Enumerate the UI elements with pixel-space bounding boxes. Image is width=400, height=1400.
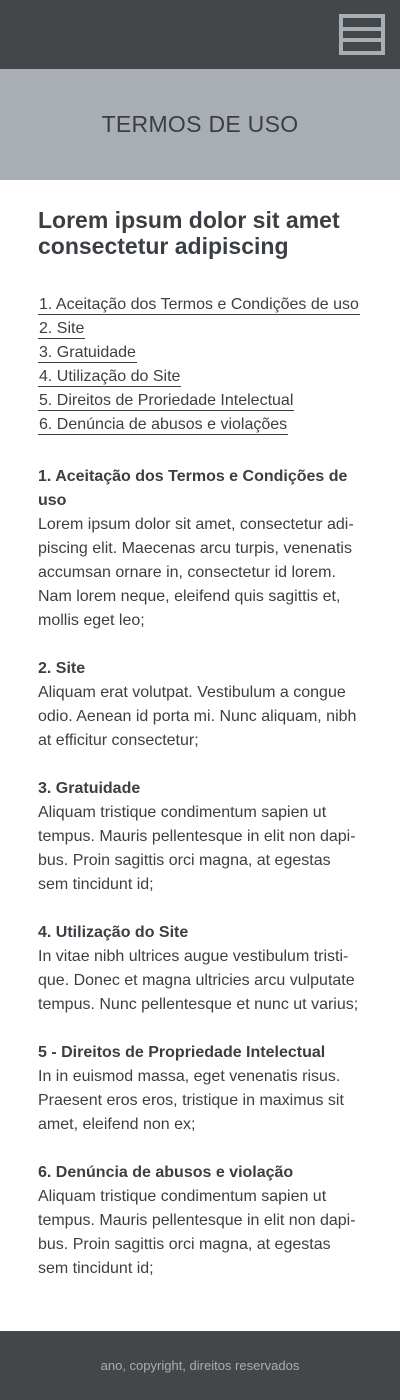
terms-sections — [38, 465, 368, 1281]
section-title: 3. Gratuidade — [38, 780, 141, 797]
toc-item — [38, 293, 368, 317]
toc-link-gratuidade[interactable]: 3. Gratuidade — [39, 344, 136, 361]
terms-section — [38, 657, 368, 753]
toc-link-denuncia[interactable]: 6. Denúncia de abusos e violações — [39, 416, 288, 433]
section-body: Aliquam tristique condimentum sapien ut tempus. Mauris pellentesque in elit non dapi- bus. Proin sagittis orci magna, at egestas sem tincidunt id; — [38, 804, 356, 893]
content-heading: Lorem ipsum dolor sit amet consectetur adipiscing — [38, 207, 340, 259]
toc-item — [38, 341, 368, 365]
section-body: In in euismod massa, eget venenatis risus. Praesent eros eros, tristique in maximus sit amet, eleifend non ex; — [38, 1068, 344, 1133]
hamburger-menu-icon[interactable] — [339, 14, 385, 55]
section-title: 4. Utilização do Site — [38, 924, 189, 941]
terms-section — [38, 1161, 368, 1281]
terms-section — [38, 777, 368, 897]
toc-link-utilizacao[interactable]: 4. Utilização do Site — [39, 368, 181, 385]
toc-item — [38, 413, 368, 437]
toc-link-direitos[interactable]: 5. Direitos de Proriedade Intelectual — [39, 392, 294, 409]
page-banner — [0, 69, 400, 180]
terms-section — [38, 465, 368, 633]
page-title: TERMOS DE USO — [101, 111, 299, 137]
terms-section — [38, 1041, 368, 1137]
section-title: 6. Denúncia de abusos e violação — [38, 1164, 294, 1181]
section-title: 1. Aceitação dos Termos e Condições de uso — [38, 468, 348, 509]
section-body: Aliquam tristique condimentum sapien ut tempus. Mauris pellentesque in elit non dapi- bus. Proin sagittis orci magna, at egestas sem tincidunt id; — [38, 1188, 356, 1277]
section-title: 5 - Direitos de Propriedade Intelectual — [38, 1044, 326, 1061]
terms-section — [38, 921, 368, 1017]
toc-item — [38, 317, 368, 341]
toc-item — [38, 365, 368, 389]
table-of-contents — [38, 293, 368, 437]
toc-link-site[interactable]: 2. Site — [39, 320, 85, 337]
top-bar — [0, 0, 400, 69]
section-body: Lorem ipsum dolor sit amet, consectetur adi- piscing elit. Maecenas arcu turpis, venenatis accumsan ornare in, consectetur id lorem. Nam lorem neque, eleifend quis sagittis et, mollis eget leo; — [38, 516, 354, 629]
page-footer — [0, 1331, 400, 1400]
section-title: 2. Site — [38, 660, 86, 677]
menu-icon-line — [343, 27, 381, 31]
toc-item — [38, 389, 368, 413]
section-body: Aliquam erat volutpat. Vestibulum a congue odio. Aenean id porta mi. Nunc aliquam, nibh at efficitur consectetur; — [38, 684, 357, 749]
section-body: In vitae nibh ultrices augue vestibulum tristi- que. Donec et magna ultricies arcu vulputate tempus. Nunc pellentesque et nunc ut varius; — [38, 948, 359, 1013]
main-content — [38, 180, 368, 1305]
footer-copyright: ano, copyright, direitos reservados — [100, 1358, 300, 1373]
menu-icon-line — [343, 38, 381, 42]
toc-link-aceitacao[interactable]: 1. Aceitação dos Termos e Condições de uso — [39, 296, 359, 313]
